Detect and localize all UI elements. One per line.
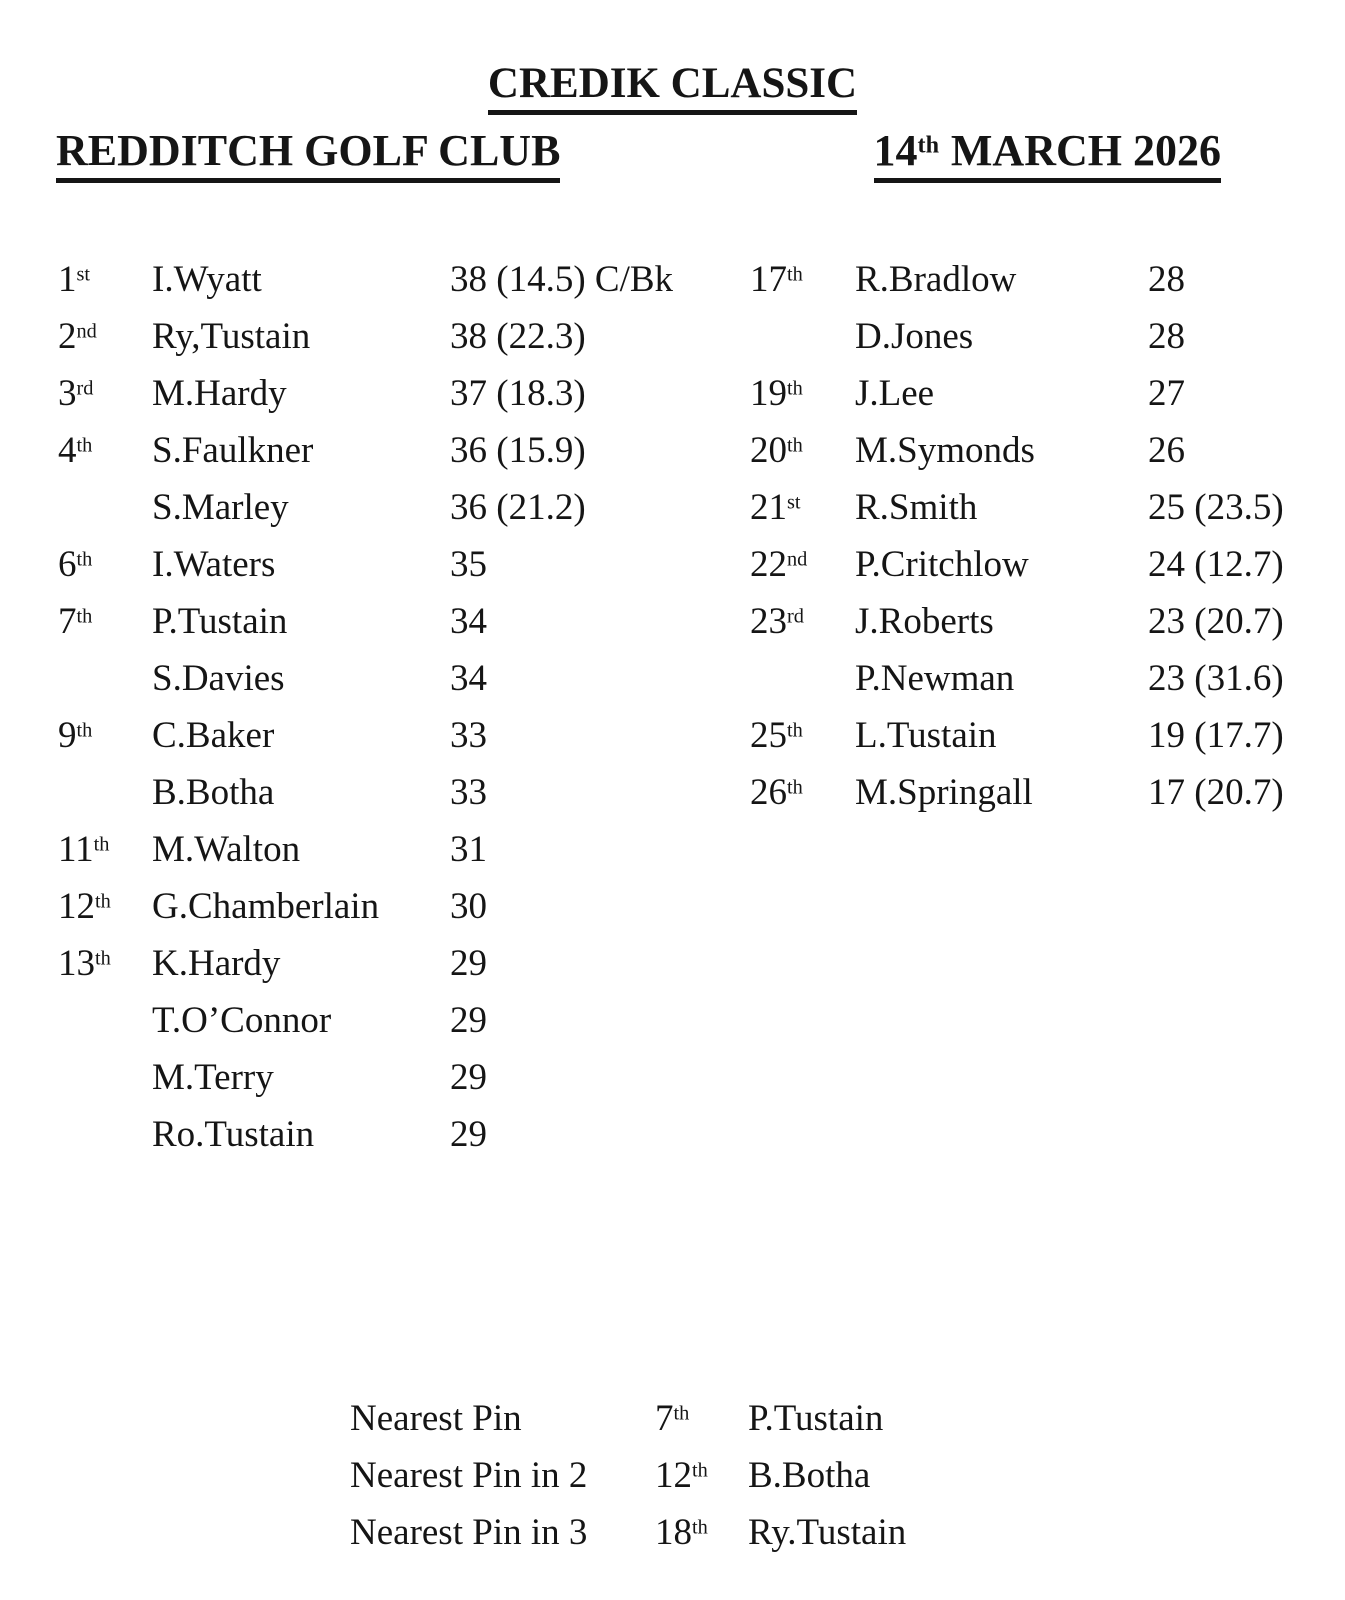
score-value: 27 (1148, 373, 1185, 414)
position-number: 7 (58, 601, 77, 642)
position-number: 19 (750, 373, 787, 414)
position-cell (750, 251, 855, 308)
ordinal-suffix: th (93, 833, 110, 856)
club-name (56, 127, 560, 183)
score-value: 33 (450, 772, 487, 813)
ordinal-suffix: th (787, 719, 803, 742)
ordinal-suffix: st (76, 263, 91, 286)
ordinal-suffix: th (76, 605, 93, 628)
position-cell (58, 764, 152, 821)
ordinal-suffix: nd (76, 320, 97, 343)
player-name: G.Chamberlain (152, 886, 380, 927)
ordinal-suffix: th (787, 263, 803, 286)
score-value: 36 (15.9) (450, 430, 586, 471)
subheader-row (56, 127, 1221, 183)
player-name: K.Hardy (152, 943, 281, 984)
player-name: J.Lee (855, 373, 935, 414)
ordinal-suffix: th (673, 1402, 690, 1425)
position-cell (58, 536, 152, 593)
player-name: R.Bradlow (855, 259, 1017, 300)
position-number: 22 (750, 544, 787, 585)
score-value: 33 (450, 715, 487, 756)
ordinal-suffix: th (76, 434, 93, 457)
position-cell (58, 1049, 152, 1106)
score-value: 31 (450, 829, 487, 870)
ordinal-suffix: th (95, 947, 111, 970)
position-cell (750, 650, 855, 707)
ordinal-suffix: th (787, 434, 803, 457)
position-cell (58, 479, 152, 536)
score-value: 29 (450, 943, 487, 984)
position-cell (58, 935, 152, 992)
hole-cell (655, 1504, 748, 1561)
player-name: S.Faulkner (152, 430, 314, 471)
position-number: 3 (58, 373, 77, 414)
event-date-text (874, 127, 1221, 183)
score-value: 23 (20.7) (1148, 601, 1284, 642)
position-number: 11 (58, 829, 94, 870)
position-cell (58, 878, 152, 935)
score-value: 38 (14.5) C/Bk (450, 259, 674, 300)
score-value: 38 (22.3) (450, 316, 586, 357)
hole-number: 7 (655, 1398, 674, 1439)
ordinal-suffix: th (692, 1516, 708, 1539)
score-value: 37 (18.3) (450, 373, 586, 414)
ordinal-suffix: th (76, 719, 93, 742)
player-name: I.Waters (152, 544, 276, 585)
score-value: 28 (1148, 316, 1185, 357)
position-cell (750, 707, 855, 764)
player-name: M.Terry (152, 1057, 274, 1098)
position-cell (58, 650, 152, 707)
player-name: Ro.Tustain (152, 1114, 315, 1155)
date-month-year: MARCH 2026 (950, 126, 1221, 175)
score-value: 29 (450, 1114, 487, 1155)
player-name: Ry,Tustain (152, 316, 311, 357)
score-value: 34 (450, 658, 487, 699)
score-value: 36 (21.2) (450, 487, 586, 528)
position-number: 13 (58, 943, 95, 984)
hole-number: 12 (655, 1455, 692, 1496)
ordinal-suffix: rd (787, 605, 804, 628)
nearest-pin-label: Nearest Pin in 3 (350, 1512, 588, 1553)
score-value: 23 (31.6) (1148, 658, 1284, 699)
page-title (0, 60, 1345, 115)
ordinal-suffix: th (95, 890, 111, 913)
club-name-text: REDDITCH GOLF CLUB (56, 127, 560, 183)
position-cell (58, 707, 152, 764)
position-cell (58, 821, 152, 878)
hole-cell (655, 1390, 748, 1447)
position-cell (58, 992, 152, 1049)
position-number: 17 (750, 259, 787, 300)
score-value: 28 (1148, 259, 1185, 300)
hole-number: 18 (655, 1512, 692, 1553)
player-name: C.Baker (152, 715, 275, 756)
player-name: S.Marley (152, 487, 289, 528)
hole-cell (655, 1447, 748, 1504)
position-number: 6 (58, 544, 77, 585)
score-value: 19 (17.7) (1148, 715, 1284, 756)
position-cell (750, 593, 855, 650)
results-column-left (58, 251, 673, 1163)
ordinal-suffix: st (787, 491, 801, 514)
player-name: M.Springall (855, 772, 1033, 813)
position-cell (58, 251, 152, 308)
player-name: J.Roberts (855, 601, 994, 642)
score-value: 30 (450, 886, 487, 927)
position-number: 23 (750, 601, 787, 642)
player-name: Ry.Tustain (748, 1512, 907, 1553)
position-cell (750, 479, 855, 536)
score-value: 24 (12.7) (1148, 544, 1284, 585)
player-name: D.Jones (855, 316, 974, 357)
event-date (874, 127, 1221, 183)
ordinal-suffix: th (692, 1459, 708, 1482)
date-day: 14 (873, 126, 918, 175)
position-cell (58, 1106, 152, 1163)
player-name: P.Tustain (748, 1398, 884, 1439)
position-cell (750, 764, 855, 821)
player-name: P.Tustain (152, 601, 288, 642)
position-cell (58, 365, 152, 422)
position-cell (58, 593, 152, 650)
score-value: 34 (450, 601, 487, 642)
position-number: 20 (750, 430, 787, 471)
score-value: 25 (23.5) (1148, 487, 1284, 528)
nearest-pin-section (350, 1390, 906, 1561)
ordinal-suffix: th (787, 776, 803, 799)
ordinal-suffix: nd (787, 548, 808, 571)
position-cell (58, 308, 152, 365)
player-name: P.Newman (855, 658, 1015, 699)
position-number: 12 (58, 886, 95, 927)
player-name: P.Critchlow (855, 544, 1029, 585)
nearest-pin-label: Nearest Pin (350, 1398, 522, 1439)
position-number: 1 (58, 259, 77, 300)
ordinal-suffix: th (917, 131, 940, 159)
player-name: I.Wyatt (152, 259, 262, 300)
score-value: 29 (450, 1057, 487, 1098)
player-name: B.Botha (152, 772, 275, 813)
position-number: 26 (750, 772, 787, 813)
position-cell (750, 422, 855, 479)
position-number: 9 (58, 715, 77, 756)
position-cell (750, 536, 855, 593)
position-number: 4 (58, 430, 77, 471)
nearest-pin-label: Nearest Pin in 2 (350, 1455, 588, 1496)
player-name: M.Walton (152, 829, 301, 870)
ordinal-suffix: th (76, 548, 93, 571)
score-value: 35 (450, 544, 487, 585)
score-value: 26 (1148, 430, 1185, 471)
score-value: 29 (450, 1000, 487, 1041)
player-name: M.Hardy (152, 373, 287, 414)
position-cell (750, 308, 855, 365)
position-cell (58, 422, 152, 479)
results-column-right (750, 251, 1284, 821)
player-name: R.Smith (855, 487, 978, 528)
score-value: 17 (20.7) (1148, 772, 1284, 813)
player-name: M.Symonds (855, 430, 1035, 471)
position-cell (750, 365, 855, 422)
player-name: B.Botha (748, 1455, 871, 1496)
position-number: 2 (58, 316, 77, 357)
player-name: S.Davies (152, 658, 285, 699)
player-name: L.Tustain (855, 715, 997, 756)
ordinal-suffix: th (787, 377, 803, 400)
player-name: T.O’Connor (152, 1000, 332, 1041)
position-number: 25 (750, 715, 787, 756)
ordinal-suffix: rd (76, 377, 94, 400)
position-number: 21 (750, 487, 787, 528)
page-title-text: CREDIK CLASSIC (488, 60, 857, 115)
